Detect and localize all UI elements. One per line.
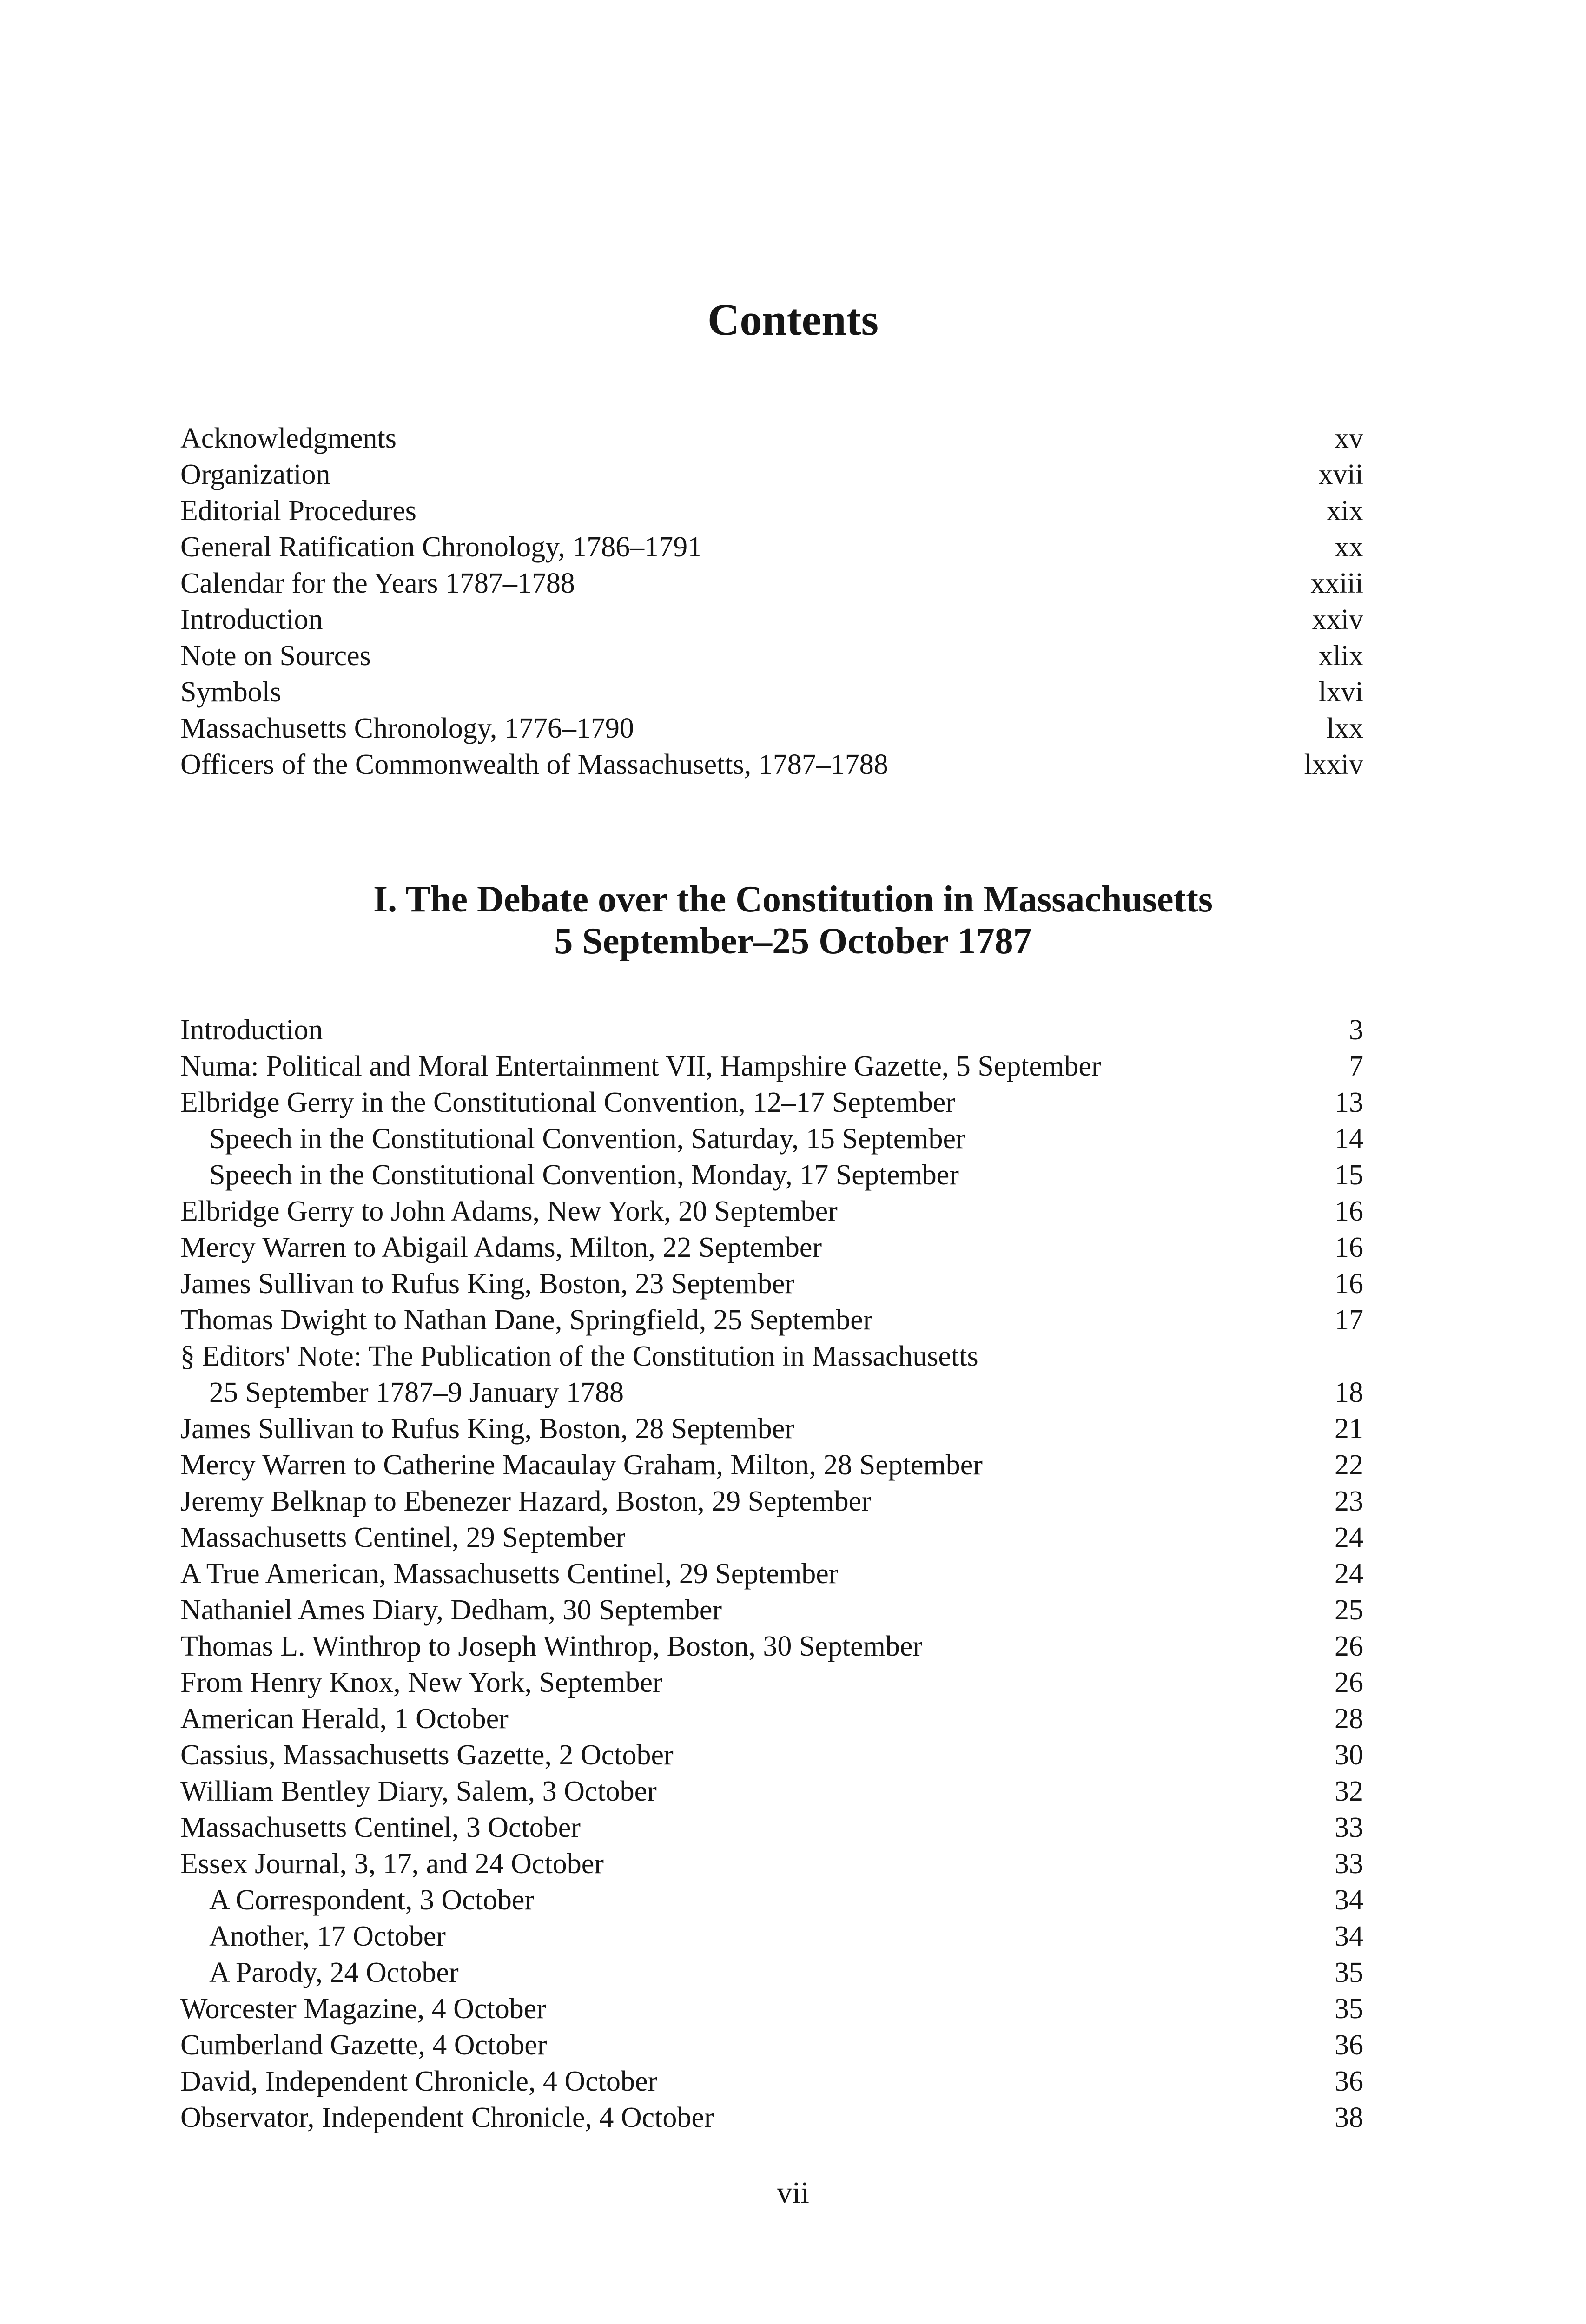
contents-entry <box>180 1084 1363 1121</box>
entry-title: Cumberland Gazette, 4 October <box>180 2029 547 2061</box>
entry-page-number: 16 <box>1335 1195 1363 1227</box>
entry-page-number: xix <box>1326 495 1363 527</box>
entry-title: Note on Sources <box>180 640 371 672</box>
contents-entry <box>180 1121 1363 1157</box>
entry-page-number: xx <box>1335 531 1363 563</box>
entry-title: James Sullivan to Rufus King, Boston, 28 September <box>180 1413 794 1445</box>
entry-page-number: 26 <box>1335 1631 1363 1662</box>
section-heading-line1: I. The Debate over the Constitution in Massachusetts <box>373 879 1213 920</box>
entry-page-number: 13 <box>1335 1087 1363 1118</box>
entry-title: From Henry Knox, New York, September <box>180 1667 662 1698</box>
entry-page-number: 26 <box>1335 1667 1363 1698</box>
entry-title: Mercy Warren to Catherine Macaulay Graham, Milton, 28 September <box>180 1449 983 1481</box>
section-heading <box>0 878 1586 962</box>
front-matter-entry <box>180 493 1363 529</box>
entry-page-number: 32 <box>1335 1776 1363 1807</box>
entry-title: Observator, Independent Chronicle, 4 October <box>180 2102 714 2133</box>
entry-page-number: 21 <box>1335 1413 1363 1445</box>
entry-title: Thomas L. Winthrop to Joseph Winthrop, Boston, 30 September <box>180 1631 922 1662</box>
contents-entry <box>180 1374 1363 1411</box>
entry-title: Officers of the Commonwealth of Massachusetts, 1787–1788 <box>180 749 888 780</box>
front-matter-entry <box>180 529 1363 565</box>
contents-entry <box>180 1664 1363 1701</box>
entry-title: Jeremy Belknap to Ebenezer Hazard, Boston, 29 September <box>180 1486 871 1517</box>
entry-page-number: 36 <box>1335 2029 1363 2061</box>
contents-entry <box>180 2063 1363 2100</box>
entry-title: Numa: Political and Moral Entertainment VII, Hampshire Gazette, 5 September <box>180 1050 1101 1082</box>
contents-entry <box>180 2027 1363 2063</box>
contents-entry <box>180 1338 1363 1374</box>
contents-entry <box>180 1229 1363 1266</box>
entry-title: Calendar for the Years 1787–1788 <box>180 568 575 599</box>
entry-title: Essex Journal, 3, 17, and 24 October <box>180 1848 604 1880</box>
contents-entry <box>180 1048 1363 1084</box>
entry-title: Massachusetts Centinel, 29 September <box>180 1522 626 1553</box>
entry-title: Symbols <box>180 676 282 708</box>
entry-title: Massachusetts Chronology, 1776–1790 <box>180 713 634 744</box>
entry-page-number: 15 <box>1335 1159 1363 1191</box>
entry-page-number: 33 <box>1335 1848 1363 1880</box>
entry-page-number: 17 <box>1335 1304 1363 1336</box>
contents-entry <box>180 1266 1363 1302</box>
contents-entry <box>180 1483 1363 1519</box>
entry-page-number: lxx <box>1326 713 1363 744</box>
front-matter-entry <box>180 601 1363 638</box>
entry-title: David, Independent Chronicle, 4 October <box>180 2066 658 2097</box>
entry-page-number: xv <box>1335 423 1363 454</box>
entry-page-number: 3 <box>1349 1014 1363 1046</box>
contents-entry <box>180 1628 1363 1664</box>
contents-entry <box>180 1918 1363 1954</box>
contents-entry <box>180 1411 1363 1447</box>
entry-page-number: xvii <box>1318 459 1363 490</box>
entry-page-number: 35 <box>1335 1993 1363 2025</box>
entry-title: Introduction <box>180 1014 323 1046</box>
entry-page-number: 23 <box>1335 1486 1363 1517</box>
page-title: Contents <box>707 295 879 344</box>
contents-entry <box>180 1737 1363 1773</box>
entry-page-number: 33 <box>1335 1812 1363 1843</box>
front-matter-entry <box>180 638 1363 674</box>
entry-title: Worcester Magazine, 4 October <box>180 1993 546 2025</box>
entry-page-number: 38 <box>1335 2102 1363 2133</box>
contents-entry <box>180 1846 1363 1882</box>
entry-title: Acknowledgments <box>180 423 396 454</box>
contents-entry <box>180 1193 1363 1229</box>
page-number: vii <box>777 2176 809 2210</box>
entry-page-number: 22 <box>1335 1449 1363 1481</box>
entry-page-number: 35 <box>1335 1957 1363 1988</box>
contents-entry <box>180 1954 1363 1991</box>
entry-title: William Bentley Diary, Salem, 3 October <box>180 1776 657 1807</box>
entry-title: Speech in the Constitutional Convention, Saturday, 15 September <box>209 1123 965 1155</box>
contents-entry <box>180 1157 1363 1193</box>
entry-title: Nathaniel Ames Diary, Dedham, 30 September <box>180 1594 722 1626</box>
entry-page-number: lxvi <box>1318 676 1363 708</box>
section-entries-list <box>180 1012 1363 2136</box>
entry-page-number: xlix <box>1318 640 1363 672</box>
contents-entry <box>180 1991 1363 2027</box>
entry-page-number: 16 <box>1335 1232 1363 1263</box>
contents-entry <box>180 1519 1363 1556</box>
entry-title: James Sullivan to Rufus King, Boston, 23 September <box>180 1268 794 1300</box>
entry-page-number: xxiv <box>1312 604 1363 635</box>
front-matter-entry <box>180 710 1363 746</box>
entry-title: Mercy Warren to Abigail Adams, Milton, 22 September <box>180 1232 822 1263</box>
entry-title: American Herald, 1 October <box>180 1703 509 1735</box>
entry-title: 25 September 1787–9 January 1788 <box>209 1377 624 1408</box>
front-matter-list <box>180 420 1363 783</box>
front-matter-entry <box>180 456 1363 493</box>
entry-title: Editorial Procedures <box>180 495 416 527</box>
contents-entry <box>180 1302 1363 1338</box>
entry-title: Introduction <box>180 604 323 635</box>
section-heading-line2: 5 September–25 October 1787 <box>554 921 1032 962</box>
entry-page-number: xxiii <box>1310 568 1363 599</box>
front-matter-entry <box>180 674 1363 710</box>
entry-title: Organization <box>180 459 330 490</box>
entry-page-number: 28 <box>1335 1703 1363 1735</box>
entry-page-number: lxxiv <box>1304 749 1363 780</box>
contents-entry <box>180 1701 1363 1737</box>
front-matter-entry <box>180 746 1363 783</box>
entry-title: Cassius, Massachusetts Gazette, 2 October <box>180 1739 674 1771</box>
entry-title: A True American, Massachusetts Centinel, 29 September <box>180 1558 839 1590</box>
entry-title: Another, 17 October <box>209 1921 446 1952</box>
contents-entry <box>180 1773 1363 1809</box>
entry-title: Elbridge Gerry to John Adams, New York, 20 September <box>180 1195 838 1227</box>
entry-title: General Ratification Chronology, 1786–1791 <box>180 531 702 563</box>
contents-entry <box>180 1809 1363 1846</box>
contents-entry <box>180 1556 1363 1592</box>
front-matter-entry <box>180 565 1363 601</box>
entry-title: Elbridge Gerry in the Constitutional Convention, 12–17 September <box>180 1087 955 1118</box>
entry-title: A Correspondent, 3 October <box>209 1884 535 1916</box>
front-matter-entry <box>180 420 1363 456</box>
entry-title: § Editors' Note: The Publication of the Constitution in Massachusetts <box>180 1340 978 1372</box>
entry-page-number: 36 <box>1335 2066 1363 2097</box>
contents-entry <box>180 2100 1363 2136</box>
entry-page-number: 30 <box>1335 1739 1363 1771</box>
entry-page-number: 14 <box>1335 1123 1363 1155</box>
entry-page-number: 24 <box>1335 1558 1363 1590</box>
contents-entry <box>180 1592 1363 1628</box>
entry-page-number: 34 <box>1335 1884 1363 1916</box>
entry-page-number: 24 <box>1335 1522 1363 1553</box>
entry-page-number: 7 <box>1349 1050 1363 1082</box>
entry-title: A Parody, 24 October <box>209 1957 459 1988</box>
entry-title: Thomas Dwight to Nathan Dane, Springfield, 25 September <box>180 1304 873 1336</box>
entry-page-number: 25 <box>1335 1594 1363 1626</box>
entry-title: Speech in the Constitutional Convention, Monday, 17 September <box>209 1159 959 1191</box>
contents-entry <box>180 1012 1363 1048</box>
contents-entry <box>180 1882 1363 1918</box>
entry-page-number: 34 <box>1335 1921 1363 1952</box>
entry-page-number: 16 <box>1335 1268 1363 1300</box>
contents-entry <box>180 1447 1363 1483</box>
entry-page-number: 18 <box>1335 1377 1363 1408</box>
entry-title: Massachusetts Centinel, 3 October <box>180 1812 581 1843</box>
